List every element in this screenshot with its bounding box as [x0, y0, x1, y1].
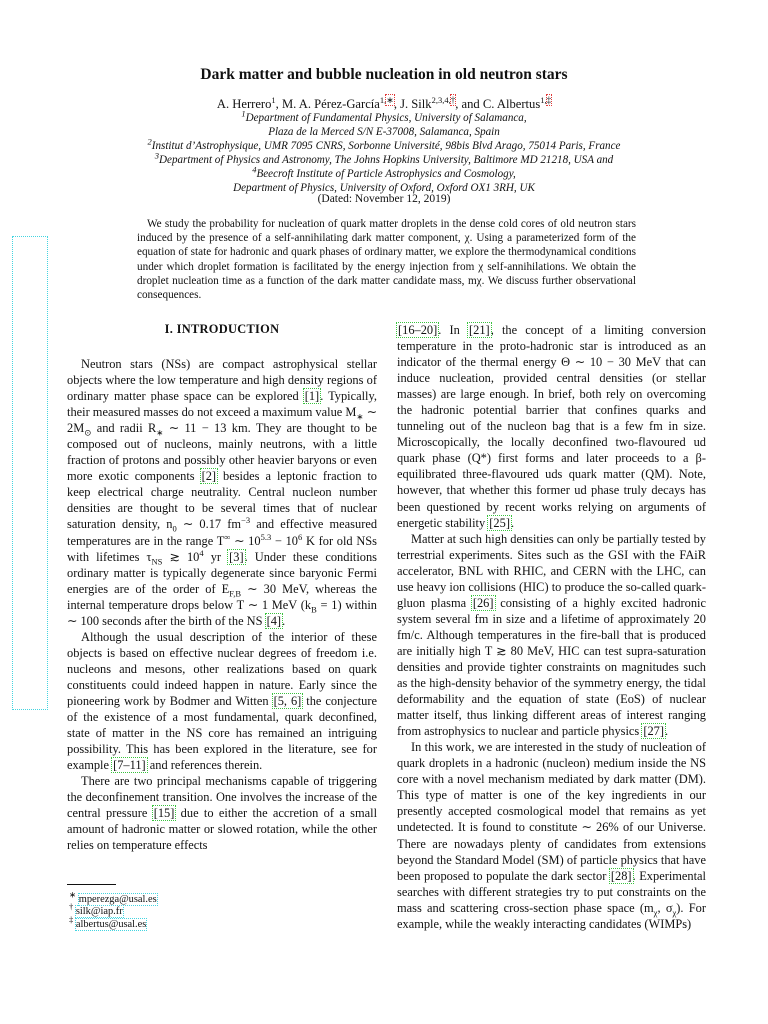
subscript: ∗ [356, 411, 364, 422]
citation-link[interactable]: [3] [229, 549, 244, 564]
text-run: K for old NSs with lifetimes τ [67, 533, 378, 564]
abstract: We study the probability for nucleation of quark matter droplets in the dense cold cores of old neutron stars induced by the presence of a self-annihilating dark matter component, χ. Using a parameterized form of the equation of state for hadronic and quark phases of ordinary matter, we explore the thermodynamical conditions under which droplet formation is facilitated by the energy injection from χ self-annihilations. We obtain the droplet nucleation time as a function of the dark matter candidate mass, mχ. We discuss further observational consequences. [137, 218, 636, 302]
superscript: 6 [298, 531, 303, 542]
date-line: (Dated: November 12, 2019) [317, 193, 451, 205]
subscript: F,B [229, 588, 242, 599]
author-affil-sup: 1, [540, 94, 547, 105]
affiliation-line [0, 164, 768, 181]
citation-link[interactable]: [2] [201, 469, 217, 484]
footnote-link[interactable]: ‡ [546, 94, 552, 105]
text-run: and references therein. [146, 758, 263, 773]
text-run: ∼ 30 MeV, whereas the internal temperature drops below T ∼ 1 MeV (k [67, 581, 378, 612]
citation-link[interactable]: [21] [469, 323, 490, 337]
superscript: ∞ [224, 531, 231, 542]
author-affil-sup: 2,3,4, [431, 94, 451, 105]
email-link[interactable]: albertus@usal.es [75, 918, 147, 930]
text-run: and effective measured temperatures are in the range T [67, 517, 378, 548]
affiliation-number: 4 [252, 164, 257, 175]
citation-link[interactable]: [27] [643, 724, 664, 739]
paragraph [67, 629, 377, 773]
text-run: There are two principal mechanisms capable of triggering the deconfinement transition. One involves the increase of the central pressure [67, 774, 377, 821]
affiliation-text: Beecroft Institute of Particle Astrophysics and Cosmology, [256, 168, 516, 180]
footnote-item [69, 914, 157, 931]
subscript: NS [151, 556, 163, 567]
text-run: . [665, 724, 669, 739]
affiliation-text: Department of Fundamental Physics, University of Salamanca, [245, 112, 527, 124]
author-name: C. Albertus [482, 97, 541, 111]
citation-link[interactable]: [7–11] [113, 758, 146, 773]
text-run: Matter at such high densities can only be partially tested by terrestrial experiments. Sites such as the GSI with the FAiR accelerator, BNL with RHIC, and CERN with the LHC, can use heavy ion collisions (HIC) to produce the so-called quark-gluon plasma [397, 531, 706, 610]
citation-link[interactable]: [26] [472, 595, 494, 610]
text-run: yr [203, 549, 229, 564]
text-run: besides a leptonic fraction to keep electrical charge neutrality. Central nucleon number densities are thought to be several times that of nuclear saturation density, n [67, 469, 378, 532]
text-run: due to either the accretion of a small amount of hadronic matter or slowed rotation, while the other relies on temperature effects [67, 806, 378, 853]
text-run: , the concept of a limiting conversion temperature in the proto-hadronic star is introduced as an indicator of the thermal energy Θ ∼ 10 − 30 MeV that can induce nucleation, provided central densities (or stellar masses) are large enough. In brief, both rely on overcoming the hadronic potential barrier that confines quarks and tunneling out of the nucleon bag that is a few fm in size. Microscopically, the locally deconfined two-flavoured ud quark phase (Q*) first forms and later proceeds to a β-equilibrated three-flavoured uds quark matter (QM). Note, however, that whether this former ud phase truly decays has been questioned by recent works relying on arguments of energetic stability [397, 323, 706, 530]
footnotes [69, 889, 157, 931]
affiliation-number: 3 [154, 150, 160, 161]
citation-link[interactable]: [5, 6] [273, 693, 302, 708]
section-heading: I. INTRODUCTION [164, 322, 280, 336]
text-run: and radii R [91, 421, 157, 436]
superscript: −3 [241, 515, 251, 526]
text-run: Neutron stars (NSs) are compact astrophysical stellar objects where the low temperature and high density regions of ordinary matter phase space can be explored [67, 357, 377, 404]
text-run: In this work, we are interested in the study of nucleation of quark droplets in a hadronic (nucleon) medium inside the NS core with a novel mechanism mediated by dark matter (DM). This type of matter is one of the key ingredients in our presently accepted cosmological model that remains as yet undetected. It is found to constitute ∼ 26% of our Universe. There are nowadays plenty of candidates from extensions beyond the Standard Model (SM) of particle physics that have been proposed to populate the dark sector [397, 740, 706, 883]
affiliation-text: Department of Physics, University of Oxford, Oxford OX1 3RH, UK [233, 182, 535, 194]
text-run: . [282, 613, 286, 628]
text-run: ∼ 0.17 fm [176, 517, 242, 532]
text-run: . In [438, 323, 469, 337]
text-run: the conjecture of the existence of a most fundamental, quark deconfined, state of matter in the NS core has remained an intriguing possibility. This has been explored in the literature, see for example [67, 693, 377, 773]
author-name: M. A. Pérez-García [281, 97, 380, 111]
citation-link[interactable]: [15] [153, 806, 175, 821]
author-affil-sup: 1 [271, 94, 276, 105]
footnote-item [69, 901, 157, 918]
text-run: , σ [657, 900, 673, 915]
affiliation-text: Institut d’Astrophysique, UMR 7095 CNRS, Sorbonne Université, 98bis Blvd Arago, 75014 Paris, France [151, 140, 621, 152]
subscript: B [311, 604, 317, 615]
affiliation-line [0, 136, 768, 153]
citation-link[interactable]: [25] [489, 515, 510, 530]
paragraph [397, 531, 706, 740]
text-run: ). For example, while the weakly interacting candidates (WIMPs) [397, 900, 707, 931]
text-run: ∼ 11 − 13 km. They are thought to be composed out of nucleons, mainly neutrons, with a little fraction of protons and possibly other heavier baryons or even more exotic components [67, 421, 378, 484]
citation-link[interactable]: [4] [266, 613, 282, 628]
subscript: ⊙ [84, 427, 92, 438]
text-run: . Under these conditions ordinary matter is typically degenerate since baryonic Fermi energies are of the order of E [67, 549, 377, 596]
text-run: . [510, 515, 515, 530]
author-affil-sup: 1, [379, 94, 387, 105]
footnote-mark: ∗ [69, 889, 77, 900]
author-separator: , [275, 97, 282, 111]
author-list [0, 94, 768, 112]
affiliation-number: 2 [147, 136, 152, 147]
affiliation-line [0, 125, 768, 139]
author-name: A. Herrero [216, 97, 272, 111]
text-run: − 10 [271, 533, 299, 548]
author-separator: , [393, 97, 401, 111]
footnote-item [69, 889, 157, 906]
email-link[interactable]: silk@iap.fr [75, 906, 123, 918]
citation-link[interactable]: [1] [304, 389, 320, 404]
text-run: consisting of a highly excited hadronic system several fm in size and a lifetime of approximately 20 fm/c. Although temperatures in the fire-ball that is produced are initially high T ≳ 80 MeV, HIC can test supra-saturation densities and provide tighter constraints on magnitudes such as the high-density behavior of the symmetry energy, the tidal deformability and the equation of state (EoS) of nuclear matter itself, thus linking different areas of interest ranging from astrophysics to nuclear and particle physics [397, 595, 706, 739]
paper-title: Dark matter and bubble nucleation in old neutron stars [200, 66, 568, 83]
email-link[interactable]: mperezga@usal.es [78, 894, 157, 905]
footnote-link[interactable]: † [450, 94, 456, 105]
left-column [67, 356, 377, 853]
superscript: 4 [199, 547, 204, 558]
citation-link[interactable]: [16–20] [398, 323, 438, 337]
text-run: ≳ 10 [162, 549, 200, 564]
paragraph [397, 739, 706, 932]
paragraph [67, 773, 377, 853]
affiliation-text: Department of Physics and Astronomy, The Johns Hopkins University, Baltimore MD 21218, USA and [159, 154, 614, 166]
author-name: J. Silk [400, 97, 432, 111]
text-run: = 1) within ∼ 100 seconds after the birth of the NS [67, 597, 377, 628]
subscript: χ [653, 907, 658, 918]
affiliation-text: Plaza de la Merced S/N E-37008, Salamanca, Spain [268, 126, 500, 138]
footnote-rule [67, 884, 116, 885]
author-separator: , and [455, 97, 483, 111]
citation-link[interactable]: [28] [610, 868, 632, 883]
subscript: χ [672, 907, 677, 918]
footnote-mark: † [69, 901, 74, 912]
text-run: ∼ 2M [67, 405, 377, 436]
superscript: 5.3 [260, 531, 272, 542]
paragraph [67, 356, 377, 629]
affiliation-line [0, 108, 768, 125]
subscript: 0 [172, 523, 177, 534]
right-column [397, 322, 706, 932]
footnote-mark: ‡ [69, 914, 74, 925]
text-run: ∼ 10 [230, 533, 261, 548]
text-run: . Typically, their measured masses do not exceed a maximum value M [67, 389, 377, 420]
affiliation-line [0, 150, 768, 167]
subscript: ∗ [156, 427, 164, 438]
affiliation-number: 1 [241, 108, 246, 119]
arxiv-margin-link[interactable] [12, 236, 48, 710]
text-run: . Experimental searches with different strategies try to put constraints on the mass and scattering cross-section phase space (m [397, 868, 706, 915]
paragraph [397, 322, 706, 531]
text-run: Although the usual description of the interior of these objects is based on effective nuclear degrees of freedom i.e. nucleons and mesons, other realizations based on quark constituents could indeed happen in nature. Early since the pioneering work by Bodmer and Witten [67, 629, 377, 708]
footnote-link[interactable]: ∗ [386, 94, 394, 105]
